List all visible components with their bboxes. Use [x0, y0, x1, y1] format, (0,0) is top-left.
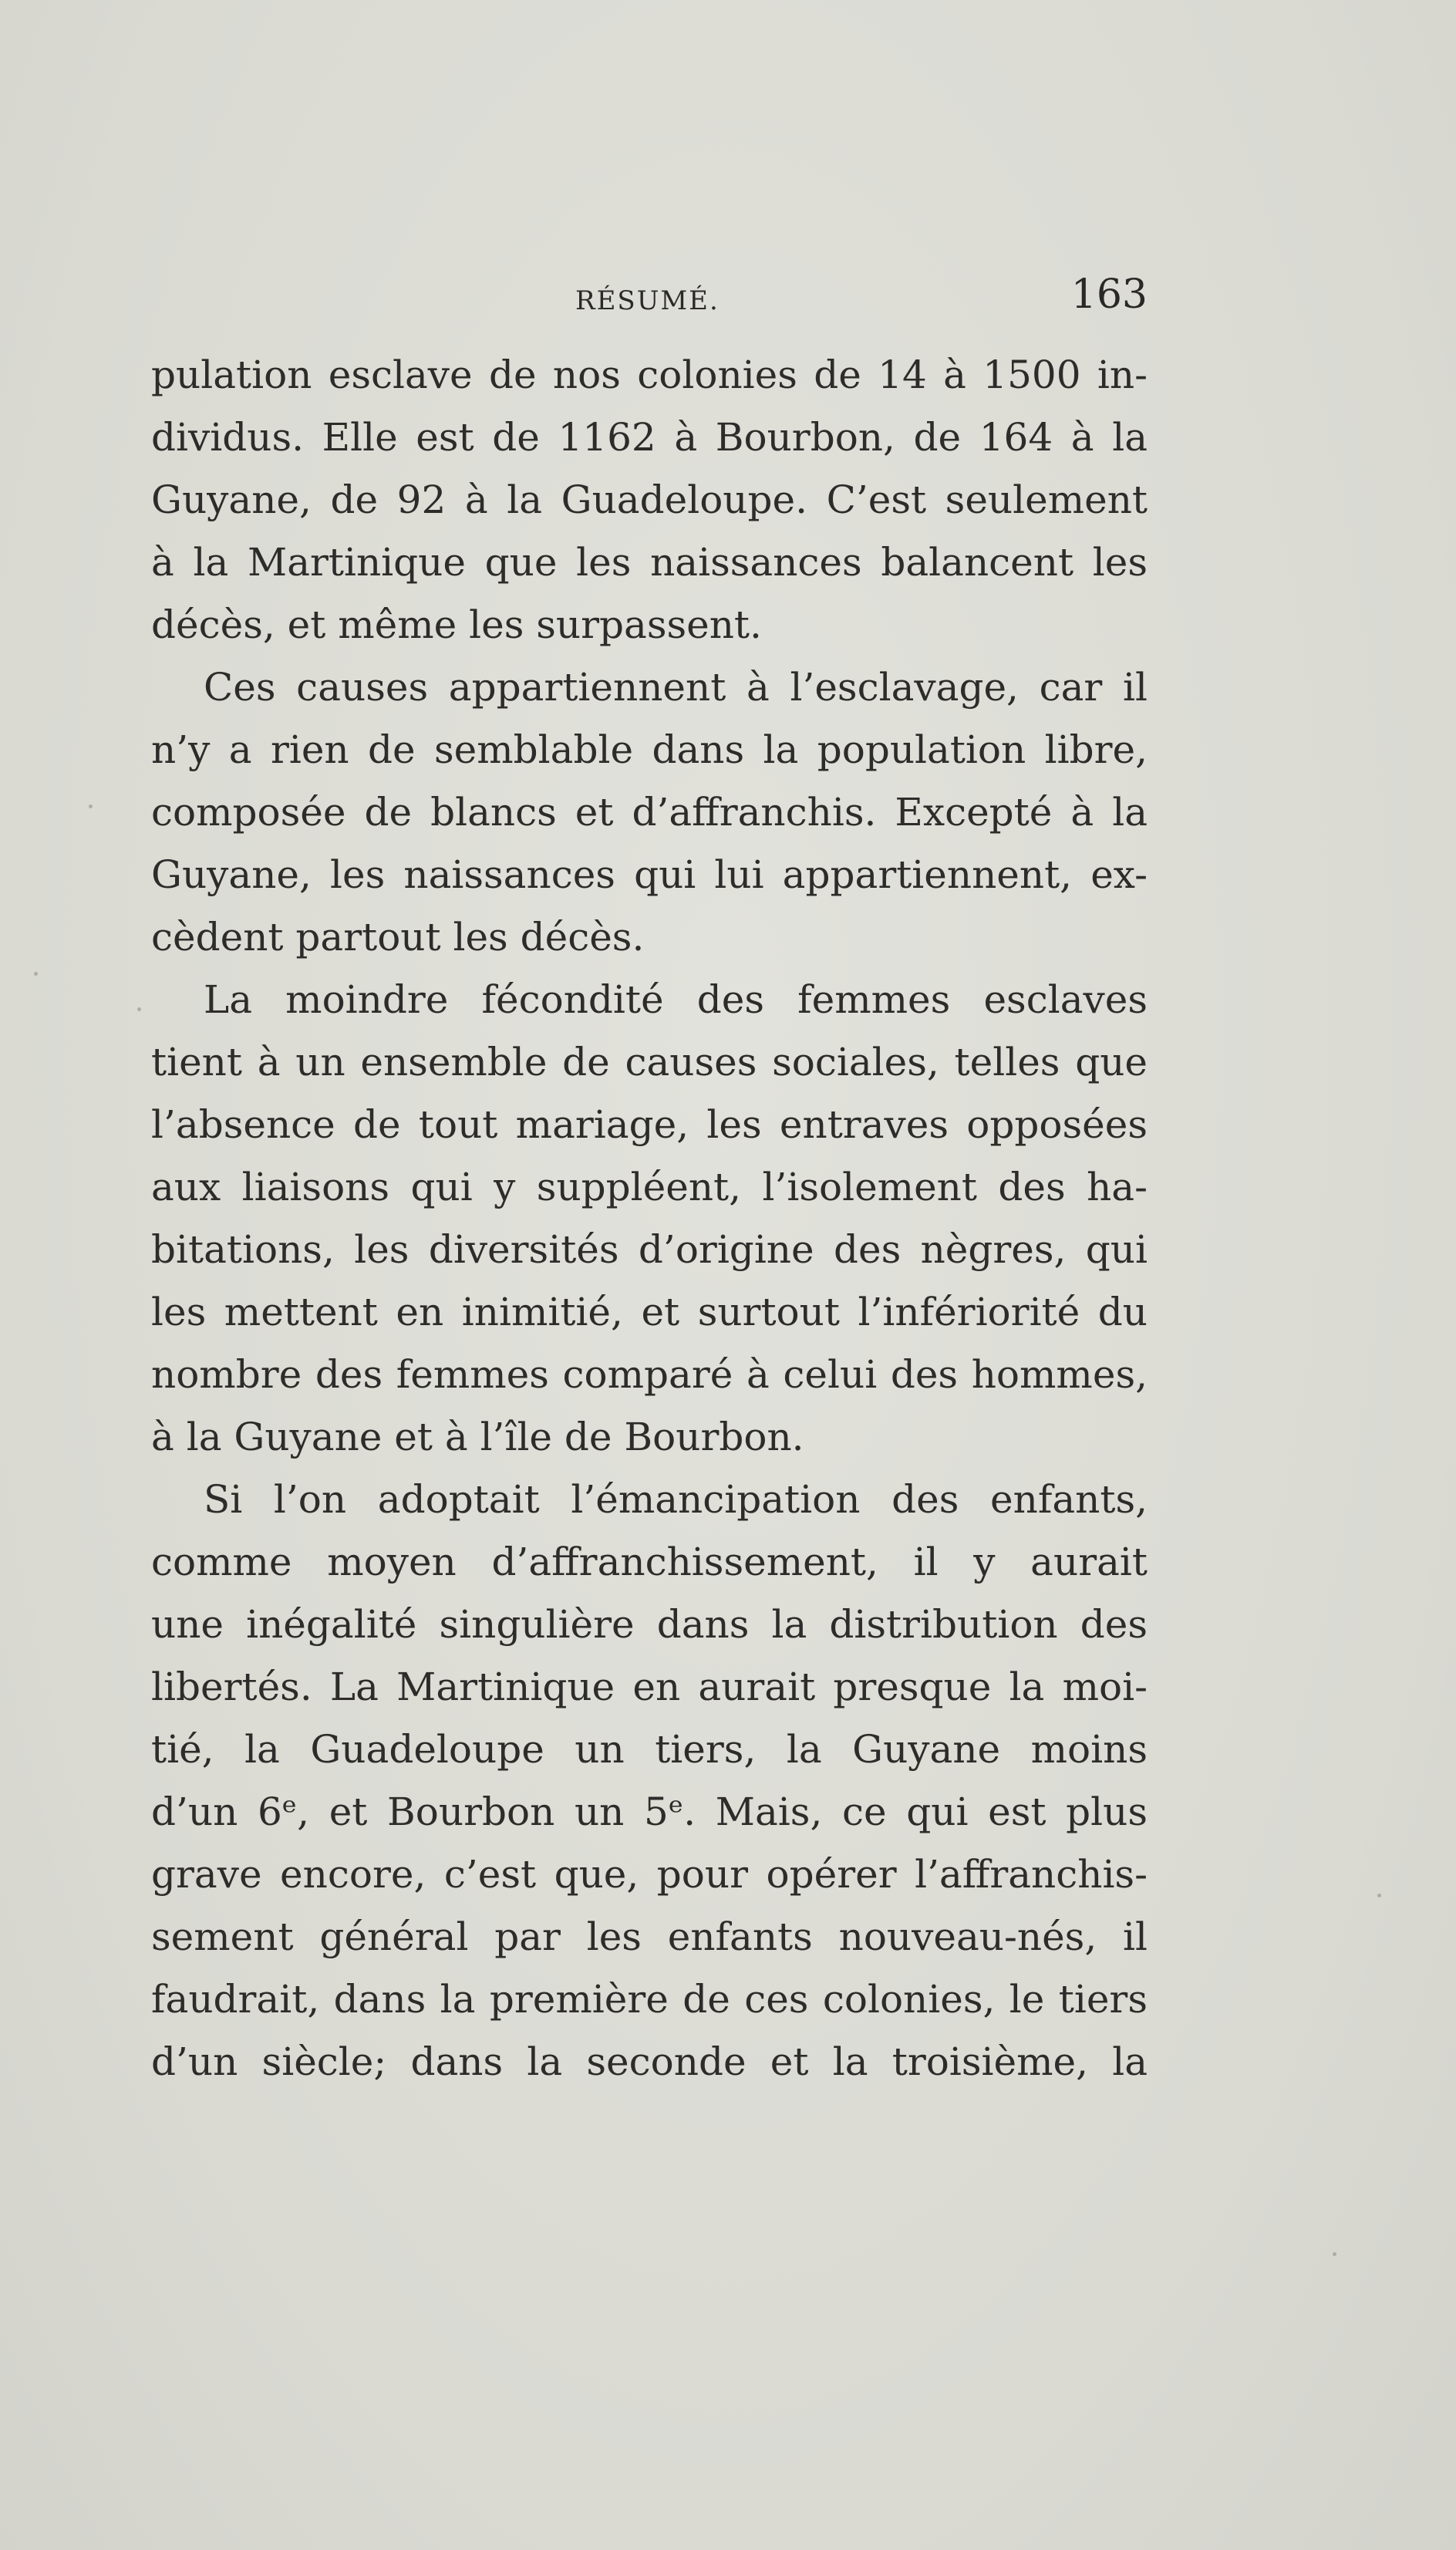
text-line: les mettent en inimitié, et surtout l’infériorité du: [151, 1290, 1148, 1334]
text-line: tient à un ensemble de causes sociales, telles que: [151, 1040, 1148, 1084]
text-line: d’un siècle; dans la seconde et la troisième, la: [151, 2039, 1148, 2084]
text-line: dividus. Elle est de 1162 à Bourbon, de 164 à la: [151, 415, 1148, 460]
paper-speck: [137, 1007, 141, 1011]
text-line: Ces causes appartiennent à l’esclavage, car il: [204, 665, 1148, 710]
text-line: à la Guyane et à l’île de Bourbon.: [151, 1415, 804, 1459]
text-line: d’un 6ᵉ, et Bourbon un 5ᵉ. Mais, ce qui est plus: [151, 1789, 1148, 1834]
text-line: composée de blancs et d’affranchis. Excepté à la: [151, 790, 1148, 835]
text-line: Si l’on adoptait l’émancipation des enfants,: [204, 1477, 1148, 1522]
text-line: bitations, les diversités d’origine des nègres, qui: [151, 1227, 1148, 1272]
running-head: RÉSUMÉ.: [575, 285, 720, 316]
paragraph-4: [151, 1469, 1148, 2093]
paper-speck: [1333, 2252, 1336, 2256]
paper-speck: [89, 804, 93, 808]
paper-speck: [34, 972, 38, 976]
text-line: tié, la Guadeloupe un tiers, la Guyane moins: [151, 1727, 1148, 1772]
paragraph-3: [151, 969, 1148, 1469]
text-line: La moindre fécondité des femmes esclaves: [204, 977, 1148, 1022]
paragraph-2: [151, 656, 1148, 969]
text-line: l’absence de tout mariage, les entraves opposées: [151, 1102, 1148, 1147]
text-line: à la Martinique que les naissances balancent les: [151, 540, 1148, 585]
text-line: libertés. La Martinique en aurait presque la moi-: [151, 1665, 1148, 1709]
body-text: [151, 344, 1148, 2093]
paper-speck: [1377, 1894, 1381, 1897]
paragraph-1: [151, 344, 1148, 656]
text-line: décès, et même les surpassent.: [151, 602, 762, 647]
text-line: pulation esclave de nos colonies de 14 à 1500 in-: [151, 352, 1148, 397]
text-line: nombre des femmes comparé à celui des hommes,: [151, 1352, 1148, 1397]
text-line: n’y a rien de semblable dans la population libre,: [151, 727, 1148, 772]
text-line: faudrait, dans la première de ces colonies, le tiers: [151, 1977, 1148, 2022]
text-line: comme moyen d’affranchissement, il y aurait: [151, 1540, 1148, 1584]
text-line: cèdent partout les décès.: [151, 915, 645, 960]
page-number: 163: [1070, 272, 1148, 318]
page-header: [151, 268, 1148, 330]
text-line: une inégalité singulière dans la distribution des: [151, 1602, 1148, 1647]
text-line: grave encore, c’est que, pour opérer l’affranchis-: [151, 1852, 1148, 1897]
text-line: sement général par les enfants nouveau-nés, il: [151, 1914, 1148, 1959]
text-line: aux liaisons qui y suppléent, l’isolement des ha-: [151, 1165, 1148, 1209]
text-line: Guyane, les naissances qui lui appartiennent, ex-: [151, 852, 1148, 897]
text-line: Guyane, de 92 à la Guadeloupe. C’est seulement: [151, 477, 1148, 522]
